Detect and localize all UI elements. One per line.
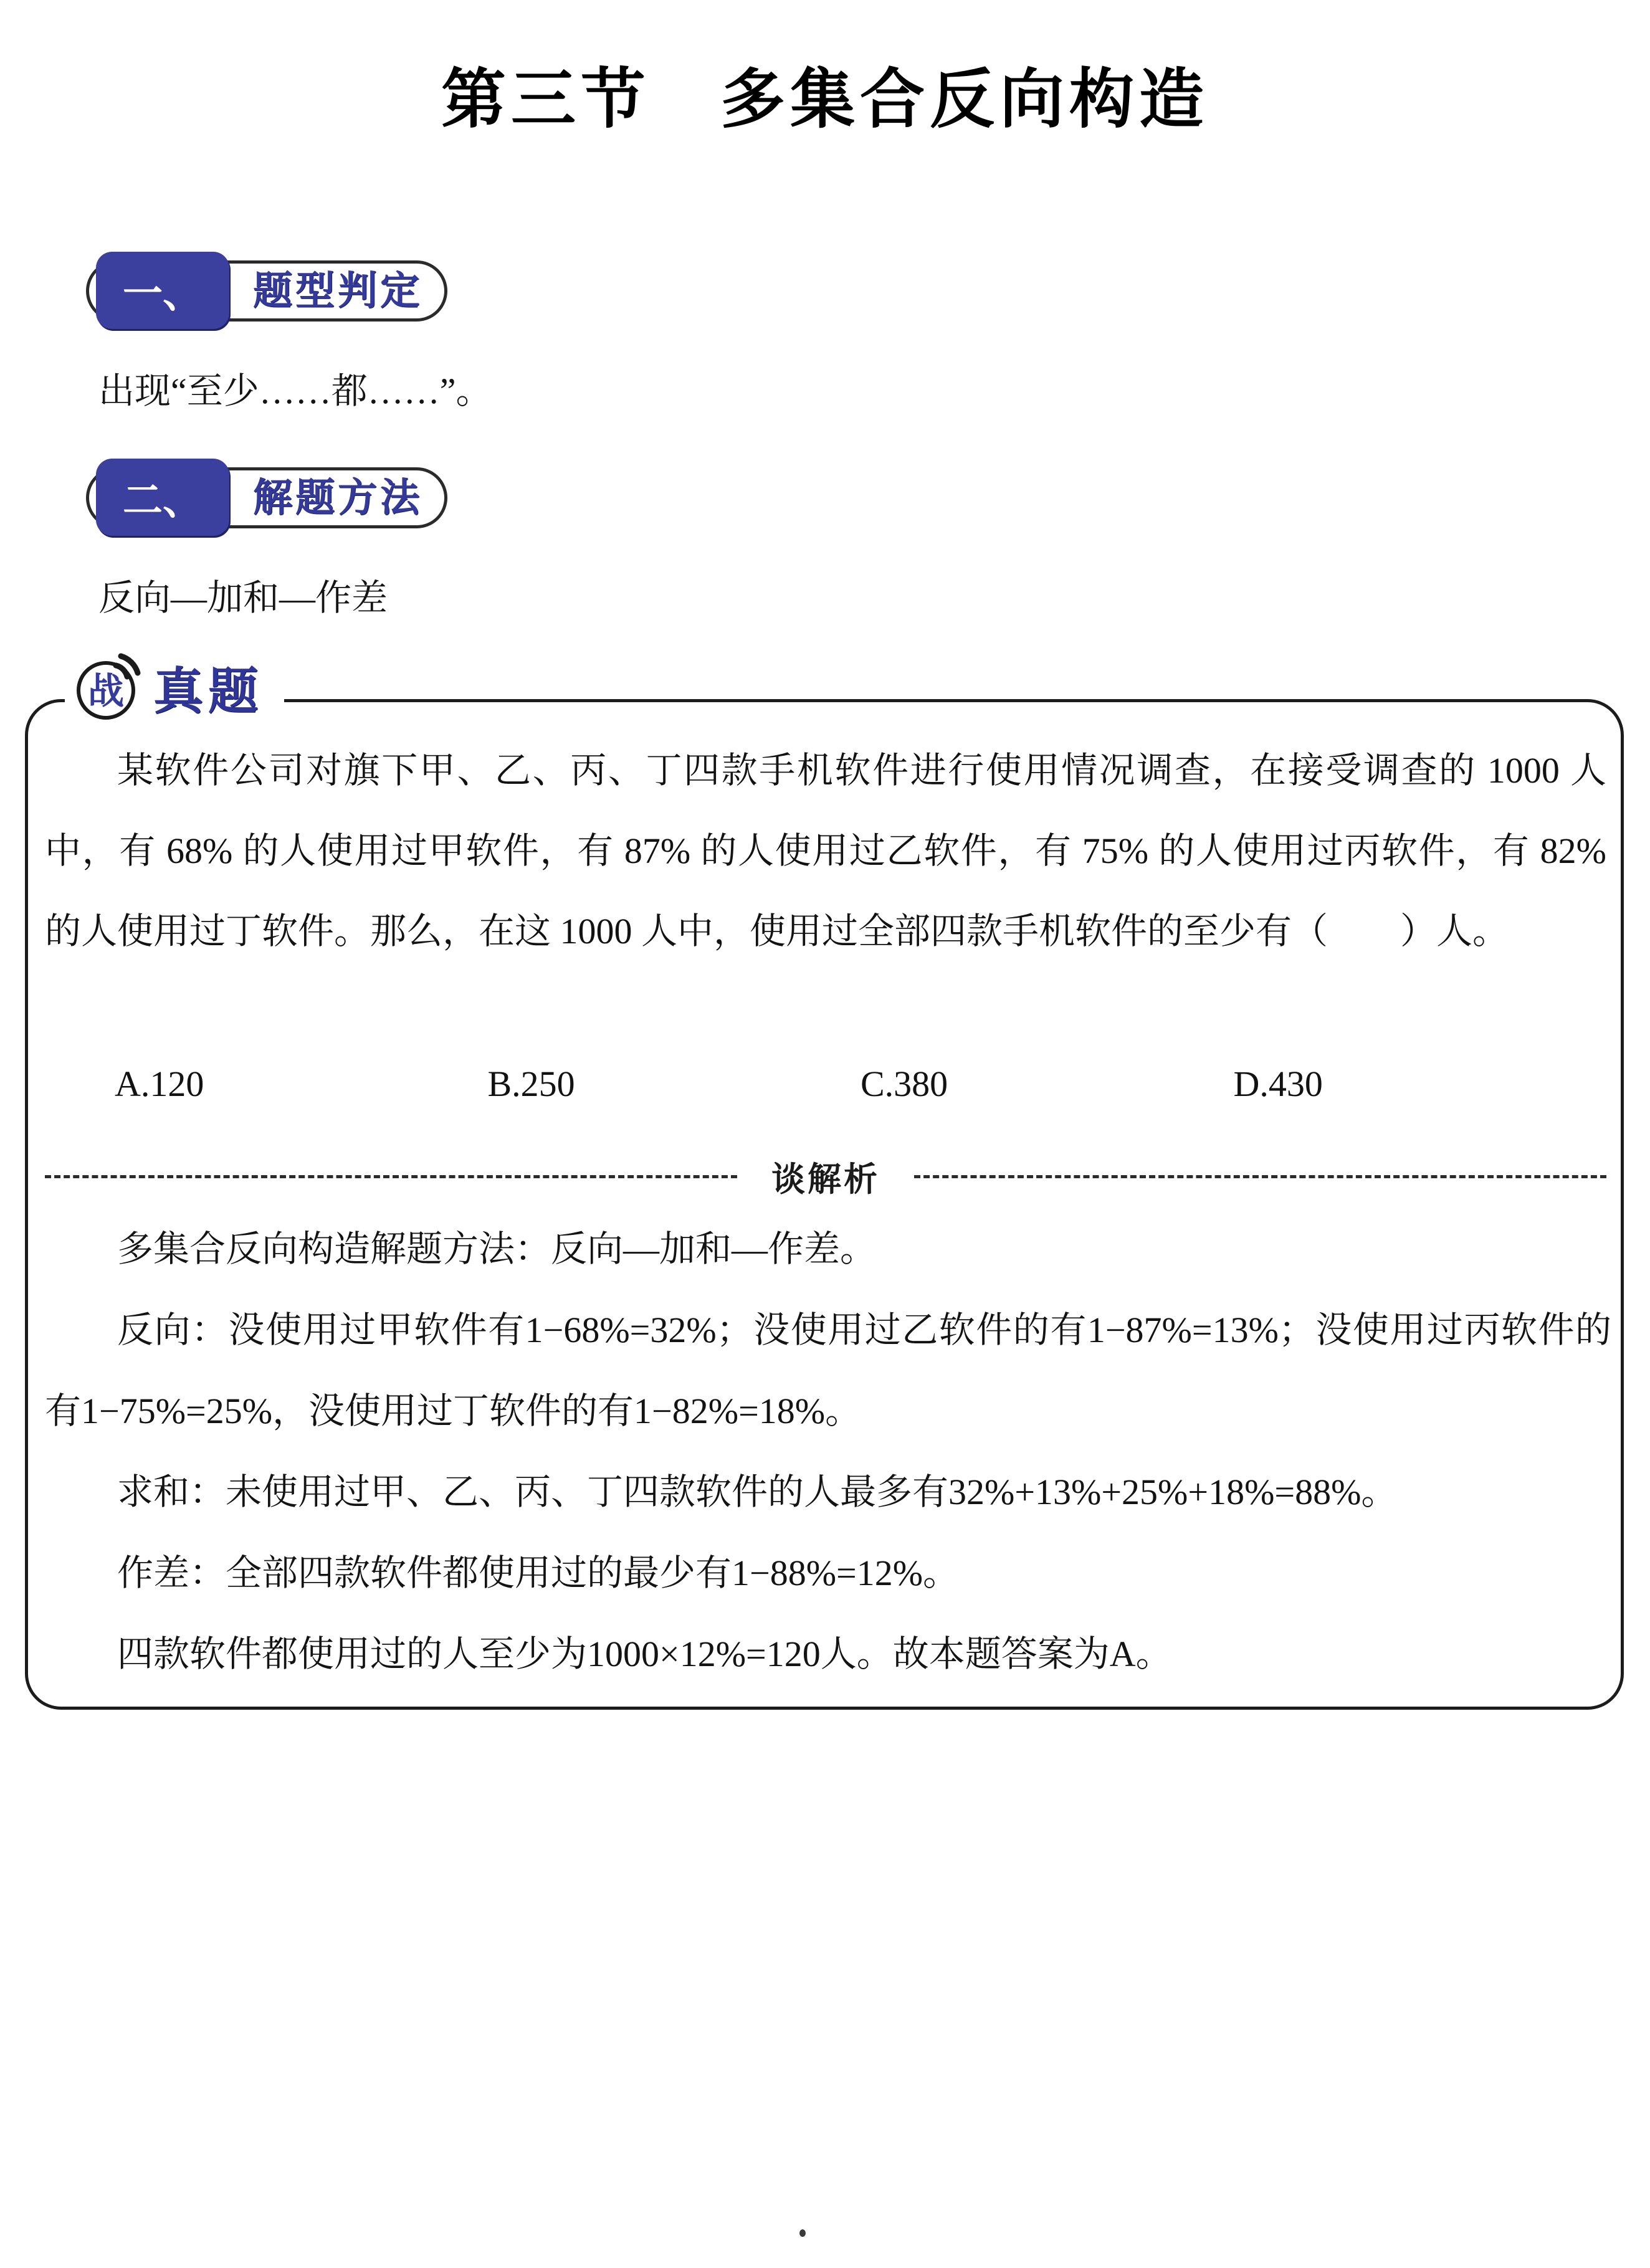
section-2-number-tab: 二、 — [96, 459, 229, 536]
analysis-paragraph-difference: 作差：全部四款软件都使用过的最少有1−88%=12%。 — [117, 1553, 960, 1593]
page-title: 第三节 多集合反向构造 — [441, 64, 1209, 136]
option-a: A.120 — [115, 1064, 204, 1104]
exam-signal-icon — [74, 650, 143, 723]
analysis-block — [45, 1209, 1611, 1695]
section-2-label: 解题方法 — [253, 476, 422, 520]
analysis-paragraph-reverse: 反向：没使用过甲软件有1−68%=32%；没使用过乙软件的有1−87%=13%；没使用过丙软件的有1−75%=25%，没使用过丁软件的有1−82%=18%。 — [45, 1310, 1611, 1431]
exam-icon-character: 战 — [87, 671, 125, 712]
exam-label: 真题 — [153, 663, 263, 719]
section-1-body-text: 出现“至少……都……”。 — [98, 371, 492, 411]
analysis-paragraph-sum: 求和：未使用过甲、乙、丙、丁四款软件的人最多有32%+13%+25%+18%=88%。 — [117, 1472, 1398, 1512]
section-1-badge — [86, 252, 466, 329]
option-d: D.430 — [1233, 1064, 1323, 1104]
analysis-paragraph-method: 多集合反向构造解题方法：反向—加和—作差。 — [117, 1229, 877, 1269]
option-b: B.250 — [487, 1064, 575, 1104]
section-2-body-text: 反向—加和—作差 — [98, 578, 388, 618]
analysis-divider — [45, 1153, 1606, 1201]
divider-label: 谈解析 — [771, 1161, 880, 1198]
analysis-paragraph-answer: 四款软件都使用过的人至少为1000×12%=120人。故本题答案为A。 — [117, 1634, 1172, 1674]
divider-dashed-line-left — [45, 1175, 737, 1178]
section-1-label: 题型判定 — [253, 269, 422, 313]
exam-header — [65, 642, 284, 731]
option-c: C.380 — [861, 1064, 948, 1104]
scan-artifact-dot — [799, 2229, 806, 2237]
question-text: 某软件公司对旗下甲、乙、丙、丁四款手机软件进行使用情况调查，在接受调查的 1000 人中，有 68% 的人使用过甲软件，有 87% 的人使用过乙软件，有 75% 的人使用过丙软件，有 82% 的人使用过丁软件。那么，在这 1000 人中，使用过全部四款手机软件的至少有（ ）人。 — [45, 750, 1606, 951]
divider-dashed-line-right — [914, 1175, 1606, 1178]
section-1-number-tab: 一、 — [96, 252, 229, 329]
section-2-badge — [86, 459, 466, 536]
options-row — [45, 1063, 1606, 1105]
